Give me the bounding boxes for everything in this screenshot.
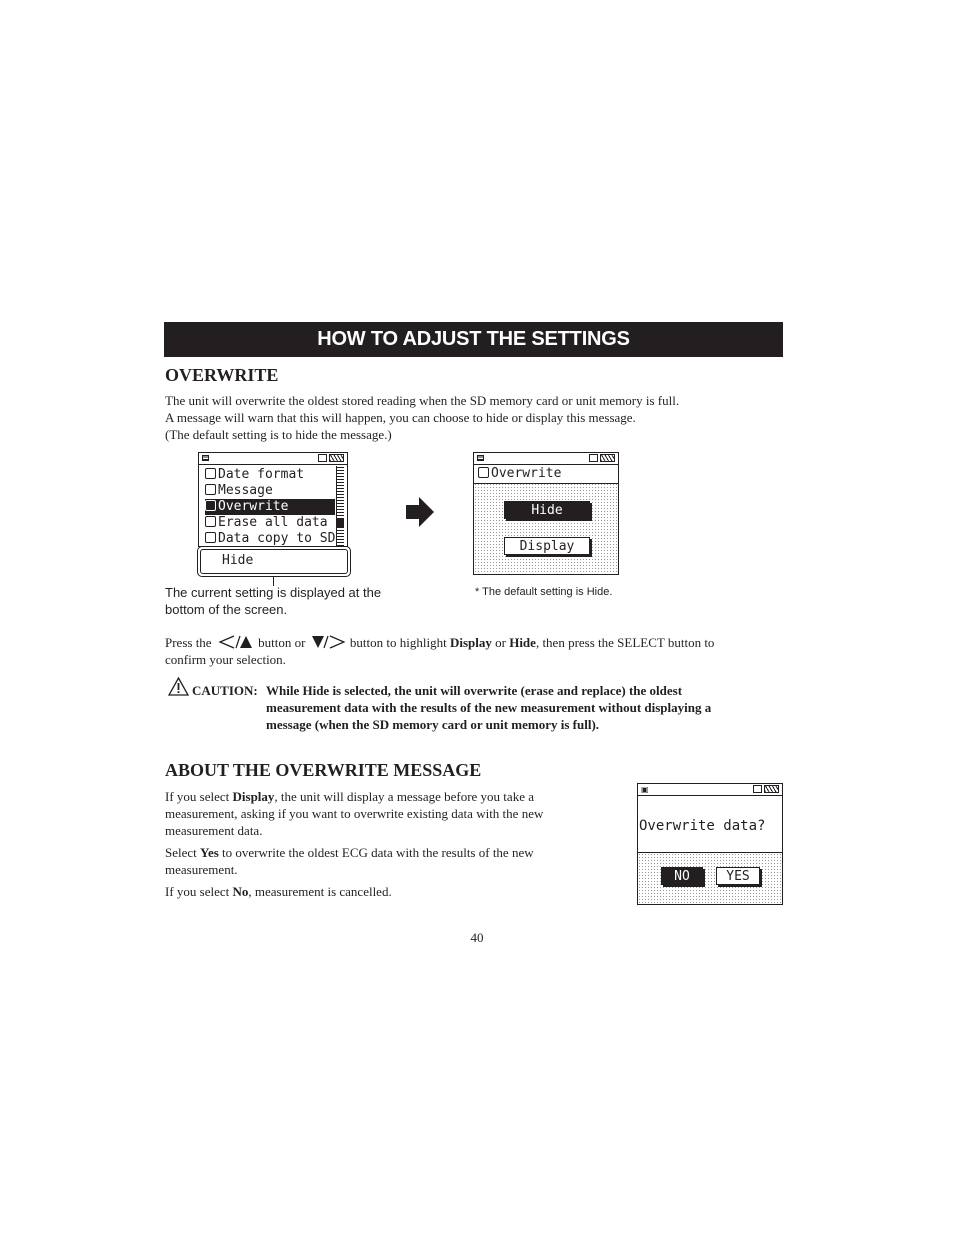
about-bold-no: No: [232, 884, 249, 899]
trash-icon: [205, 516, 216, 527]
memory-icon: [753, 785, 762, 793]
caution-label: CAUTION:: [192, 683, 258, 698]
overwrite-heading: OVERWRITE: [165, 365, 279, 385]
instruction-bold-display: Display: [449, 635, 492, 650]
instruction-line-2: confirm your selection.: [165, 652, 286, 667]
menu-icon: [202, 455, 209, 461]
screen-title-text: Overwrite: [491, 466, 562, 481]
menu-item-date-format[interactable]: [205, 467, 335, 483]
about-text: measurement data.: [165, 823, 263, 838]
instruction-text: or: [495, 635, 506, 650]
status-bar: [474, 453, 618, 465]
overwrite-confirm-screen: [637, 783, 783, 905]
caution-line-3: message (when the SD memory card or unit memory is full).: [266, 717, 600, 732]
confirm-question: Overwrite data?: [639, 818, 766, 834]
sd-card-icon: [205, 532, 216, 543]
menu-icon: [477, 455, 484, 461]
scrollbar[interactable]: [336, 466, 344, 546]
option-display-button[interactable]: Display: [504, 537, 590, 555]
menu-item-label: Data copy to SD: [218, 531, 336, 546]
menu-item-overwrite[interactable]: [205, 499, 335, 515]
about-text: to overwrite the oldest ECG data with the results of the new: [218, 845, 534, 860]
about-text: If you select: [165, 789, 233, 804]
about-bold-display: Display: [232, 789, 275, 804]
overwrite-options-screen: [473, 452, 619, 575]
overwrite-line-3: (The default setting is to hide the message.): [165, 427, 392, 442]
message-icon: [205, 484, 216, 495]
about-text: , measurement is cancelled.: [248, 884, 392, 899]
instruction-text: button or: [258, 635, 306, 650]
instruction-text: , then press the SELECT button to: [535, 635, 715, 650]
status-icons: [318, 454, 344, 464]
about-body: [165, 788, 605, 900]
current-setting-value: Hide: [222, 553, 254, 568]
default-setting-note: * The default setting is Hide.: [475, 586, 613, 598]
down-right-button-icon: [311, 635, 345, 649]
page-number: 40: [470, 930, 484, 945]
status-bar: [638, 784, 782, 796]
memory-icon: [318, 454, 327, 462]
confirm-button-area: [638, 852, 782, 904]
instruction-text: Press the: [165, 635, 212, 650]
instruction-bold-hide: Hide: [509, 635, 536, 650]
status-bar: [199, 453, 347, 465]
arrow-right-icon: [405, 496, 435, 528]
battery-icon: [329, 454, 344, 462]
about-bold-yes: Yes: [200, 845, 219, 860]
current-setting-callout: [197, 546, 351, 577]
about-heading: ABOUT THE OVERWRITE MESSAGE: [165, 760, 482, 780]
calendar-icon: [205, 468, 216, 479]
caution-line-2: measurement data with the results of the new measurement without displaying a: [266, 700, 712, 715]
screen-title: [474, 465, 618, 484]
menu-item-label: Overwrite: [218, 499, 289, 514]
settings-menu-screen: [198, 452, 348, 547]
no-button[interactable]: NO: [661, 867, 703, 885]
yes-button[interactable]: YES: [716, 867, 760, 885]
about-text: Select: [165, 845, 201, 860]
user-icon: ▣: [641, 785, 649, 794]
about-text: , the unit will display a message before you take a: [274, 789, 534, 804]
menu-item-data-copy-to-sd[interactable]: [205, 531, 335, 547]
overwrite-icon: [205, 500, 216, 511]
scroll-thumb[interactable]: [337, 518, 344, 528]
left-up-button-icon: [217, 635, 253, 649]
section-banner: HOW TO ADJUST THE SETTINGS: [164, 322, 783, 357]
caption-line-1: The current setting is displayed at the: [165, 585, 382, 600]
screen1-caption: [165, 584, 381, 618]
about-text: If you select: [165, 884, 233, 899]
menu-item-label: Date format: [218, 467, 305, 482]
caution-text: [266, 682, 766, 733]
instruction-text: button to highlight: [349, 635, 447, 650]
status-icons: [753, 785, 779, 795]
menu-item-label: Erase all data: [218, 515, 328, 530]
menu-item-message[interactable]: [205, 483, 335, 499]
caution-line-1: While Hide is selected, the unit will overwrite (erase and replace) the oldest: [266, 683, 683, 698]
menu-item-erase-all-data[interactable]: [205, 515, 335, 531]
menu-item-label: Message: [218, 483, 273, 498]
overwrite-line-1: The unit will overwrite the oldest stored reading when the SD memory card or unit memory is full.: [165, 393, 680, 408]
option-hide-button[interactable]: Hide: [504, 501, 590, 519]
about-text: measurement, asking if you want to overwrite existing data with the new: [165, 806, 544, 821]
memory-icon: [589, 454, 598, 462]
warning-triangle-icon: [168, 677, 189, 696]
overwrite-line-2: A message will warn that this will happen, you can choose to hide or display this message.: [165, 410, 636, 425]
battery-icon: [600, 454, 615, 462]
caption-line-2: bottom of the screen.: [165, 602, 288, 617]
status-icons: [589, 454, 615, 464]
battery-icon: [764, 785, 779, 793]
about-text: measurement.: [165, 862, 238, 877]
instruction-paragraph: [165, 634, 775, 668]
overwrite-icon: [478, 467, 489, 478]
overwrite-paragraph: [165, 392, 785, 443]
